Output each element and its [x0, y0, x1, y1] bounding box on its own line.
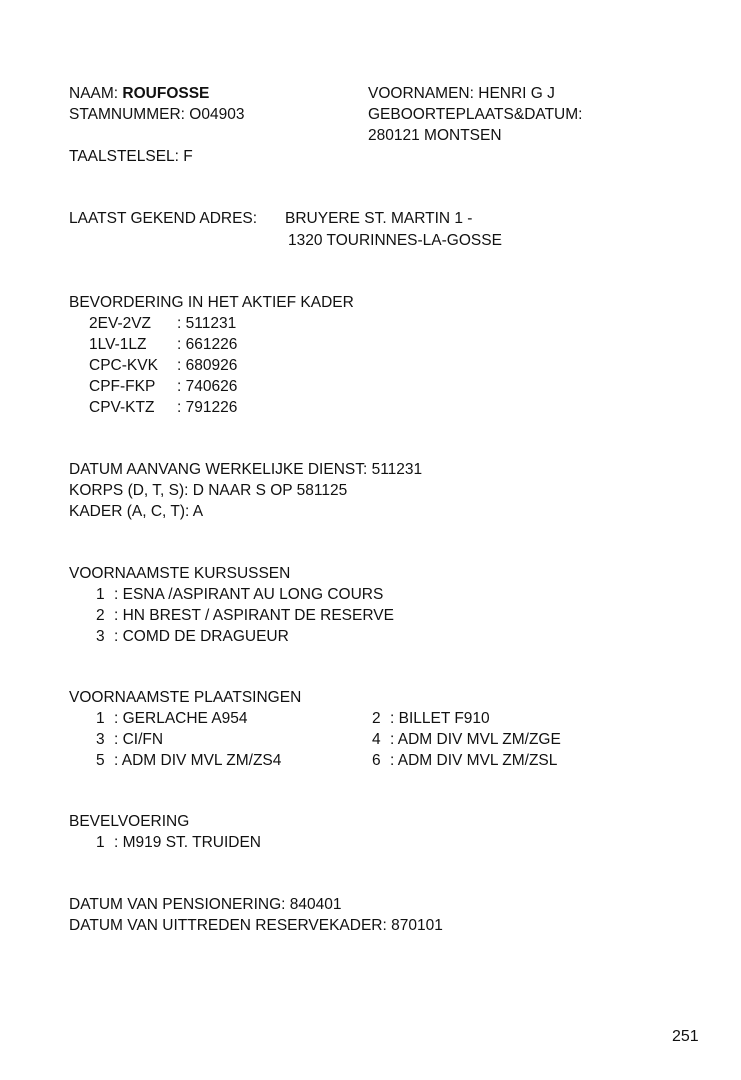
- item-number: 4: [372, 731, 381, 748]
- naam-label: NAAM:: [69, 85, 119, 102]
- bevordering-heading: BEVORDERING IN HET AKTIEF KADER: [69, 294, 354, 311]
- plaatsingen-heading: VOORNAAMSTE PLAATSINGEN: [69, 689, 302, 706]
- stamnummer-label: STAMNUMMER:: [69, 106, 185, 123]
- taalstelsel-value: F: [183, 148, 193, 165]
- rank: CPC-KVK: [89, 357, 158, 374]
- list-item: [96, 626, 289, 647]
- item-text: : M919 ST. TRUIDEN: [114, 834, 262, 851]
- rank: CPV-KTZ: [89, 399, 155, 416]
- item-text: : BILLET F910: [390, 710, 490, 727]
- uittreden-reservekader: DATUM VAN UITTREDEN RESERVEKADER: 870101: [69, 917, 443, 934]
- item-number: 1: [96, 586, 105, 603]
- item-text: : HN BREST / ASPIRANT DE RESERVE: [114, 607, 394, 624]
- item-number: 5: [96, 752, 105, 769]
- list-item: [96, 584, 383, 605]
- item-text: : ESNA /ASPIRANT AU LONG COURS: [114, 586, 384, 603]
- korps: KORPS (D, T, S): D NAAR S OP 581125: [69, 482, 348, 499]
- list-item: [96, 708, 248, 729]
- naam-line: [69, 83, 209, 104]
- rank: CPF-FKP: [89, 378, 156, 395]
- item-text: : CI/FN: [114, 731, 164, 748]
- stamnummer-value: O04903: [189, 106, 245, 123]
- item-text: : COMD DE DRAGUEUR: [114, 628, 289, 645]
- geboorte-label: GEBOORTEPLAATS&DATUM:: [368, 106, 583, 123]
- bevelvoering-heading: BEVELVOERING: [69, 813, 190, 830]
- item-text: : GERLACHE A954: [114, 710, 248, 727]
- adres-line2: 1320 TOURINNES-LA-GOSSE: [288, 232, 502, 249]
- item-number: 3: [96, 628, 105, 645]
- adres-label: LAATST GEKEND ADRES:: [69, 210, 258, 227]
- voornamen-line: [368, 83, 555, 104]
- item-number: 6: [372, 752, 381, 769]
- voornamen-value: HENRI G J: [478, 85, 555, 102]
- naam-value: ROUFOSSE: [122, 85, 210, 102]
- list-item: [96, 729, 163, 750]
- rank-date: : 661226: [177, 336, 238, 353]
- item-number: 1: [96, 710, 105, 727]
- geboorte-value: 280121 MONTSEN: [368, 127, 502, 144]
- item-text: : ADM DIV MVL ZM/ZS4: [114, 752, 282, 769]
- item-number: 2: [96, 607, 105, 624]
- bevordering-row: [89, 355, 237, 376]
- item-text: : ADM DIV MVL ZM/ZGE: [390, 731, 561, 748]
- list-item: [372, 729, 561, 750]
- pensionering: DATUM VAN PENSIONERING: 840401: [69, 896, 342, 913]
- kursussen-heading: VOORNAAMSTE KURSUSSEN: [69, 565, 291, 582]
- adres-line1: BRUYERE ST. MARTIN 1 -: [285, 210, 473, 227]
- bevordering-row: [89, 334, 237, 355]
- rank-date: : 740626: [177, 378, 238, 395]
- list-item: [372, 750, 557, 771]
- list-item: [96, 605, 394, 626]
- rank-date: : 791226: [177, 399, 238, 416]
- kader: KADER (A, C, T): A: [69, 503, 204, 520]
- taalstelsel-line: [69, 146, 193, 167]
- item-number: 2: [372, 710, 381, 727]
- voornamen-label: VOORNAMEN:: [368, 85, 474, 102]
- rank: 2EV-2VZ: [89, 315, 152, 332]
- item-text: : ADM DIV MVL ZM/ZSL: [390, 752, 558, 769]
- list-item: [96, 750, 281, 771]
- taalstelsel-label: TAALSTELSEL:: [69, 148, 179, 165]
- page-number: 251: [672, 1028, 699, 1045]
- list-item: [96, 832, 261, 853]
- item-number: 3: [96, 731, 105, 748]
- rank: 1LV-1LZ: [89, 336, 147, 353]
- aanvang-dienst: DATUM AANVANG WERKELIJKE DIENST: 511231: [69, 461, 423, 478]
- bevordering-row: [89, 313, 236, 334]
- rank-date: : 511231: [177, 315, 237, 332]
- bevordering-row: [89, 397, 237, 418]
- list-item: [372, 708, 490, 729]
- item-number: 1: [96, 834, 105, 851]
- bevordering-row: [89, 376, 237, 397]
- stamnummer-line: [69, 104, 244, 125]
- rank-date: : 680926: [177, 357, 238, 374]
